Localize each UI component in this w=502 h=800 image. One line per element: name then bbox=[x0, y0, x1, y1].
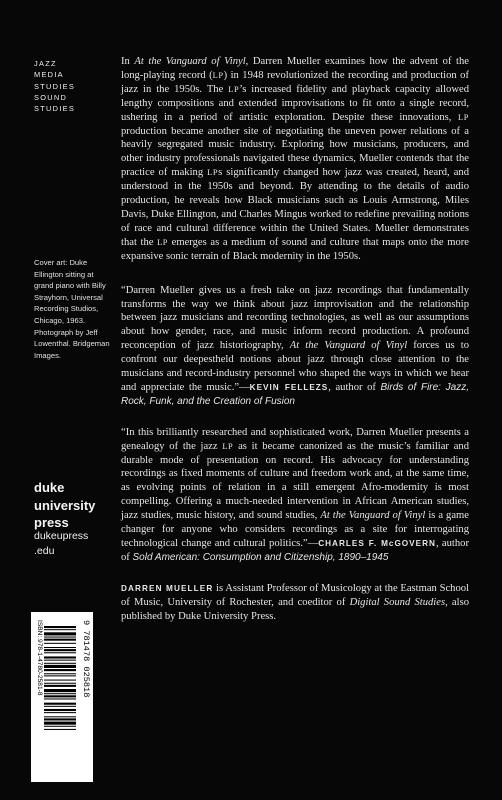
barcode-bar bbox=[44, 665, 76, 668]
cover-art-credit: Cover art: Duke Ellington sitting at grand piano with Billy Strayhorn, Universal Recording Studios, Chicago, 1963. Photograph by Jeff Lowenthal. Bridgeman Images. bbox=[34, 258, 110, 360]
barcode-bar bbox=[44, 637, 76, 638]
barcode-bar bbox=[44, 706, 76, 707]
barcode-bar bbox=[44, 718, 76, 720]
barcode-bar bbox=[44, 693, 76, 694]
barcode-bar bbox=[44, 703, 76, 705]
back-cover-text bbox=[121, 55, 469, 624]
publisher-line-2: university bbox=[34, 497, 96, 513]
barcode-bar bbox=[44, 695, 76, 697]
subject-4: SOUND bbox=[34, 92, 68, 102]
barcode-bar bbox=[44, 647, 76, 648]
barcode-bar bbox=[44, 652, 76, 653]
barcode-bar bbox=[44, 698, 76, 699]
barcode-bar bbox=[44, 729, 76, 730]
barcode-bar bbox=[44, 689, 76, 692]
publisher-website bbox=[34, 529, 114, 558]
barcode-bar bbox=[44, 716, 76, 717]
barcode-bar bbox=[44, 669, 76, 671]
barcode-bar bbox=[44, 683, 76, 684]
barcode-graphic bbox=[31, 612, 93, 782]
endorser-name: KEVIN FELLEZS bbox=[249, 382, 329, 392]
barcode-bar bbox=[44, 629, 76, 630]
barcode-bar bbox=[44, 673, 76, 674]
barcode-bar bbox=[44, 656, 76, 658]
barcode-bar bbox=[44, 660, 76, 661]
barcode-bar bbox=[44, 722, 76, 725]
endorsement-mcgovern: “In this brilliantly researched and sophisticated work, Darren Mueller presents a genealogy of the jazz LP as it became canonized as the music’s familiar and durable mode of presentation on record. His advocacy for understanding recordings as fixed moments of culture and freedom work and, at the same time, as evolving points of relation in a still emergent Afro-modernity is most compelling. Offering a much-needed intervention in African American studies, jazz studies, music history, and sound studies, At the Vanguard of Vinyl is a game changer for anyone who considers recordings as a site for interrogating technological change and cultural politics.”—CHARLES F. McGOVERN, author of Sold American: Consumption and Citizenship, 1890–1945 bbox=[121, 426, 469, 563]
publisher-line-1: duke bbox=[34, 480, 65, 495]
barcode-bar bbox=[44, 663, 76, 664]
barcode-bar bbox=[44, 632, 76, 635]
subject-2: MEDIA bbox=[34, 70, 64, 80]
author-bio: DARREN MUELLER is Assistant Professor of Musicology at the Eastman School of Music, University of Rochester, and coeditor of Digital Sound Studies, also published by Duke University Press. bbox=[121, 582, 469, 622]
book-description: In At the Vanguard of Vinyl, Darren Mueller examines how the advent of the long-playing record (LP) in 1948 revolutionized the recording and production of jazz in the 1950s. The LP’s increased fidelity and playback capacity allowed lengthy compositions and extended improvisations to fit onto a single record, ushering in a period of artistic exploration. Despite these innovations, LP production became another site of negotiating the uneven power relations of a heavily segregated music industry. Exploring how musicians, producers, and other industry professionals navigated these dynamics, Mueller contends that the practice of making LPs significantly changed how jazz was created, heard, and understood in the 1950s and beyond. By attending to the details of audio production, he reveals how Black musicians such as Louis Armstrong, Miles Davis, Duke Ellington, and Charles Mingus worked to redefine prevailing notions of race and cultural difference within the United States. Mueller demonstrates that the LP emerges as a medium of sound and culture that maps onto the more expansive sonic terrain of Black modernity in the 1950s. bbox=[121, 56, 470, 262]
author-name: DARREN MUELLER bbox=[121, 583, 214, 593]
subject-categories bbox=[34, 58, 108, 114]
endorser-name: CHARLES F. McGOVERN bbox=[318, 539, 436, 548]
barcode-bar bbox=[44, 726, 76, 727]
isbn-barcode bbox=[31, 612, 93, 782]
barcode-bar bbox=[44, 643, 76, 644]
barcode-bar bbox=[44, 685, 76, 687]
barcode-bar bbox=[44, 680, 76, 681]
barcode-bar bbox=[44, 626, 76, 628]
barcode-digits: 9 781478 025818 bbox=[81, 620, 91, 698]
barcode-bar bbox=[44, 709, 76, 711]
endorsement-fellezs: “Darren Mueller gives us a fresh take on jazz recordings that fundamentally transforms the way we think about jazz improvisation and the relationship between jazz musicians and recording technologies, as well as our assumptions about how gender, race, and music inform record production. A profound reconception of jazz historiography, At the Vanguard of Vinyl forces us to confront our deepestheld notions about jazz through close attention to the musicians and record-industry personnel who shaped the ways in which we hear and appreciate the music.”—KEVIN FELLEZS, author of Birds of Fire: Jazz, Rock, Funk, and the Creation of Fusion bbox=[121, 284, 469, 407]
publisher-name bbox=[34, 479, 114, 532]
subject-3: STUDIES bbox=[34, 81, 76, 91]
website-line-2: .edu bbox=[34, 544, 55, 557]
barcode-bar bbox=[44, 649, 76, 651]
website-line-1: dukeupress bbox=[34, 530, 89, 542]
barcode-bar bbox=[44, 675, 76, 676]
barcode-bar bbox=[44, 712, 76, 713]
publisher-line-3: press bbox=[34, 515, 69, 530]
subject-1: JAZZ bbox=[34, 59, 57, 68]
barcode-bar bbox=[44, 639, 76, 641]
subject-5: STUDIES bbox=[34, 104, 76, 114]
isbn-label: ISBN: 978-1-4780-2581-8 bbox=[36, 620, 43, 696]
